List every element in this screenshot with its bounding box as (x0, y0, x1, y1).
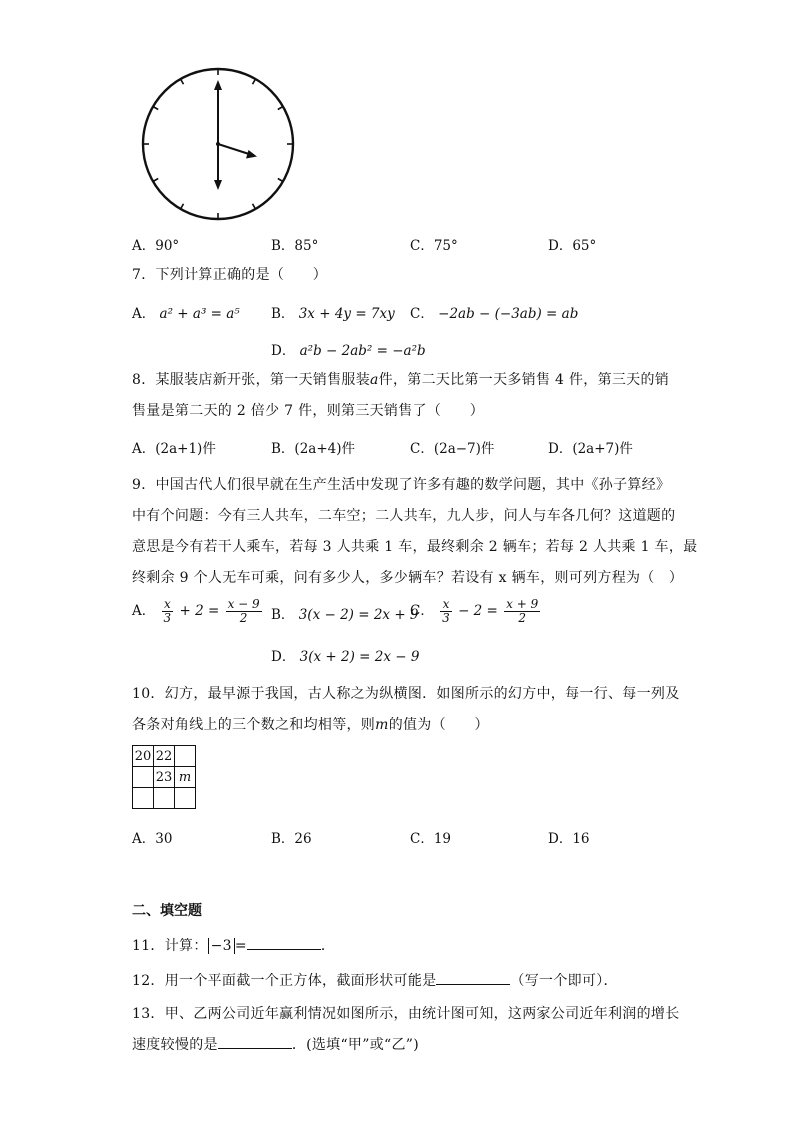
q9-a-num-2: x − 9 (227, 597, 260, 611)
q12-prefix: 12．用一个平面截一个正方体，截面形状可能是 (132, 973, 437, 989)
section-heading: 二、填空题 (132, 903, 202, 919)
magic-square-cell (133, 788, 154, 809)
magic-square-cell (175, 746, 196, 767)
q6-option-d: D．65° (548, 238, 597, 254)
clock-figure (138, 66, 298, 226)
q10-line-2-text-b: 的值为（ ） (388, 717, 489, 733)
q12 (132, 970, 618, 990)
minute-hand-arrow (214, 80, 222, 90)
q13-line-1: 13．甲、乙两公司近年赢利情况如图所示，由统计图可知，这两家公司近年利润的增长 (132, 1006, 680, 1022)
magic-square-cell (175, 788, 196, 809)
q8-line-2: 售量是第二天的 2 倍少 7 件，则第三天销售了（ ） (132, 403, 485, 419)
q13-line-2-text: 速度较慢的是 (132, 1037, 218, 1053)
q8-line-1 (132, 369, 669, 389)
magic-square-cell (133, 767, 154, 788)
q9-c-den-1: 3 (442, 611, 450, 625)
q7-option-c-expr: −2ab − (−3ab) = ab (438, 306, 579, 322)
magic-square-row (133, 788, 196, 809)
q8-option-c-label: C． (410, 441, 434, 457)
q8-option-b-expr: (2a+4)件 (294, 441, 355, 457)
q8-option-d-label: D． (548, 441, 573, 457)
q8-variable: a (370, 372, 379, 388)
q9-option-d-label: D． (271, 649, 296, 665)
q9-option-a-frac-1 (162, 598, 174, 625)
q9-a-den-1: 3 (163, 611, 172, 625)
q11-equals: = (234, 938, 247, 954)
q13-answer-blank[interactable] (218, 1035, 292, 1049)
hour-hand (218, 144, 249, 154)
q9-c-num-2: x + 9 (506, 597, 539, 611)
magic-square-cell: 22 (154, 746, 175, 767)
q8-option-a-expr: (2a+1)件 (155, 441, 216, 457)
magic-square-row (133, 767, 196, 788)
q7-option-a-expr: a² + a³ = a⁵ (159, 306, 240, 322)
q11-prefix: 11．计算： (132, 938, 208, 954)
q8-line-1-text-b: 件，第二天比第一天多销售 4 件，第三天的销 (378, 372, 670, 388)
q9-option-c-label: C． (410, 603, 434, 619)
q9-option-d (271, 645, 419, 665)
q10-variable: m (375, 717, 389, 733)
q10-line-1: 10．幻方，最早源于我国，古人称之为纵横图．如图所示的幻方中，每一行、每一列及 (132, 686, 680, 702)
q7-option-c-label: C． (410, 306, 434, 322)
q9-c-num-1: x (440, 598, 452, 612)
clock-center (216, 142, 220, 146)
q9-option-b-expr: 3(x − 2) = 2x + 9 (298, 607, 419, 623)
q9-option-c-mid: − 2 = (458, 603, 498, 619)
q9-option-a-label: A． (132, 603, 156, 619)
q7-option-d-expr: a²b − 2ab² = −a²b (299, 343, 426, 359)
q6-option-a: A．90° (132, 238, 180, 254)
q9-line-4: 终剩余 9 个人无车可乘，问有多少人，多少辆车？若设有 x 辆车，则可列方程为（ ） (132, 570, 684, 586)
magic-square-cell: 20 (133, 746, 154, 767)
q8-option-c-expr: (2a−7)件 (433, 441, 495, 457)
q9-option-d-expr: 3(x + 2) = 2x − 9 (299, 649, 420, 665)
magic-square-cell: 23 (154, 767, 175, 788)
q11-end: ． (320, 938, 336, 954)
q9-option-a-frac-2 (226, 598, 262, 625)
q8-option-b-label: B． (271, 441, 295, 457)
q7-option-d (271, 339, 426, 359)
q9-line-3: 意思是今有若干人乘车，若每 3 人共乘 1 车，最终剩余 2 辆车；若每 2 人共乘 1 车，最 (132, 539, 698, 555)
q8-option-c (410, 437, 494, 457)
q10-option-c: C．19 (410, 831, 452, 847)
q9-line-2: 中有个问题：今有三人共车，二车空；二人共车，九人步，问人与车各几何？这道题的 (132, 508, 676, 524)
q13-line-2 (132, 1034, 419, 1054)
q9-option-b-label: B． (271, 607, 295, 623)
q8-option-a-label: A． (132, 441, 156, 457)
q9-option-a-mid: + 2 = (179, 603, 220, 619)
q12-answer-blank[interactable] (436, 971, 510, 985)
q9-a-den-2: 2 (239, 611, 248, 625)
q9-line-1: 9．中国古代人们很早就在生产生活中发现了许多有趣的数学问题，其中《孙子算经》 (132, 477, 671, 493)
q10-option-d: D．16 (548, 831, 590, 847)
q7-option-b-expr: 3x + 4y = 7xy (298, 306, 395, 322)
q7-option-a-label: A． (132, 306, 156, 322)
q7-option-b-label: B． (271, 306, 295, 322)
q9-c-den-2: 2 (518, 611, 527, 625)
q9-option-c-frac-2 (504, 598, 540, 625)
q9-option-b (271, 603, 419, 623)
second-hand-arrow (214, 180, 222, 190)
q6-option-b: B．85° (271, 238, 319, 254)
magic-square (132, 745, 196, 809)
q7-option-d-label: D． (271, 343, 296, 359)
q13-line-2-text-b: ．(选填“甲”或“乙”) (291, 1037, 419, 1053)
q8-option-a (132, 437, 216, 457)
q8-option-b (271, 437, 355, 457)
q8-line-1-text: 8．某服装店新开张，第一天销售服装 (132, 372, 371, 388)
q9-option-a (132, 598, 264, 625)
q10-option-a: A．30 (132, 831, 173, 847)
q8-option-d (548, 437, 633, 457)
q9-option-c-frac-1 (440, 598, 452, 625)
q9-option-c (410, 598, 542, 625)
q7-stem: 7．下列计算正确的是（ ） (132, 267, 328, 283)
q9-a-num-1: x (162, 598, 174, 612)
hour-hand-arrow (246, 150, 257, 159)
magic-square-cell (154, 788, 175, 809)
q12-end: （写一个即可）． (510, 973, 618, 989)
q10-line-2 (132, 714, 489, 734)
magic-square-cell: m (175, 767, 196, 788)
q6-option-c: C．75° (410, 238, 458, 254)
q7-option-a (132, 302, 240, 322)
q8-option-d-expr: (2a+7)件 (572, 441, 633, 457)
q7-option-b (271, 302, 395, 322)
q7-option-c (410, 302, 578, 322)
q11-abs-value: −3 (208, 938, 235, 954)
q11 (132, 935, 335, 955)
q10-line-2-text: 各条对角线上的三个数之和均相等，则 (132, 717, 376, 733)
q10-option-b: B．26 (271, 831, 312, 847)
q11-answer-blank[interactable] (247, 936, 321, 950)
magic-square-row (133, 746, 196, 767)
